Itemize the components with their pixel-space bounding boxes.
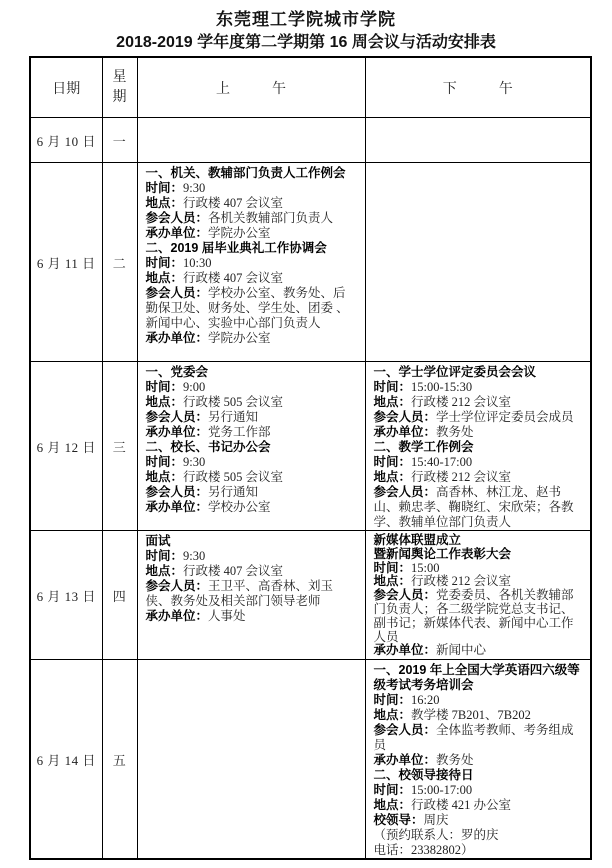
field-label: 校领导： <box>373 813 424 827</box>
field-label: 参会人员： <box>145 286 209 300</box>
field-value: 15:40-17:00 <box>411 455 473 469</box>
field-value: 行政楼 505 会议室 <box>183 395 284 409</box>
event-detail <box>374 783 584 798</box>
morning-cell <box>137 660 365 860</box>
title-block <box>0 0 612 54</box>
event-detail <box>146 286 358 331</box>
field-label: 承办单位： <box>373 643 437 658</box>
table-row <box>30 660 591 860</box>
field-label: 地点： <box>373 574 412 589</box>
field-value: 学院办公室 <box>208 226 271 240</box>
event-title <box>146 241 358 256</box>
field-label: 承办单位： <box>145 609 209 623</box>
field-label: 参会人员： <box>373 588 437 603</box>
table-row <box>30 362 591 531</box>
event-detail <box>146 455 358 470</box>
field-label: 参会人员： <box>373 410 437 424</box>
event-detail <box>374 828 584 843</box>
event-detail <box>374 723 584 753</box>
header-weekday: 星期 <box>102 57 137 118</box>
field-label: 地点： <box>145 196 184 210</box>
field-label: 时间： <box>373 380 412 394</box>
field-label: 地点： <box>373 708 412 722</box>
field-label: 时间： <box>145 380 184 394</box>
event-detail <box>374 798 584 813</box>
event-detail <box>374 470 584 485</box>
event-detail <box>146 500 358 515</box>
field-value: 行政楼 421 办公室 <box>411 798 512 812</box>
field-label: 地点： <box>145 470 184 484</box>
field-label: 承办单位： <box>145 331 209 345</box>
field-value: 党委委员、各机关教辅部门负责人；各二级学院党总支书记、副书记；新媒体代表、新闻中心工作人员 <box>373 588 574 644</box>
field-value: 15:00-15:30 <box>411 380 473 394</box>
field-label: 面试 <box>145 534 171 548</box>
field-label: 一、党委会 <box>145 365 209 379</box>
date-cell: 6 月 11 日 <box>30 163 102 362</box>
weekday-cell: 五 <box>102 660 137 860</box>
table-row <box>30 163 591 362</box>
field-value: 教学楼 7B201、7B202 <box>411 708 531 722</box>
field-value: 10:30 <box>183 256 212 270</box>
weekday-cell: 三 <box>102 362 137 531</box>
field-label: 参会人员： <box>145 211 209 225</box>
field-label: 地点： <box>373 798 412 812</box>
field-label: 二、教学工作例会 <box>373 440 474 454</box>
field-value: 行政楼 407 会议室 <box>183 196 284 210</box>
field-value: 人事处 <box>208 609 246 623</box>
field-label: 时间： <box>373 783 412 797</box>
field-value: 周庆 <box>423 813 449 827</box>
morning-cell <box>137 163 365 362</box>
field-value: 15:00 <box>411 560 440 575</box>
page-title: 东莞理工学院城市学院 <box>216 10 396 29</box>
event-detail <box>374 693 584 708</box>
field-label: 二、校领导接待日 <box>373 768 474 782</box>
event-title <box>374 534 584 548</box>
event-detail <box>146 226 358 241</box>
event-detail <box>146 211 358 226</box>
event-title <box>374 365 584 380</box>
event-detail <box>374 843 584 858</box>
event-title <box>146 534 358 549</box>
field-value: 高香林、林江龙、赵书山、赖忠孝、鞠晓红、宋欣荣；各教学、教辅单位部门负责人 <box>373 485 574 529</box>
event-detail <box>146 564 358 579</box>
event-detail <box>374 380 584 395</box>
field-value: 另行通知 <box>208 410 259 424</box>
field-value: 9:30 <box>183 181 206 195</box>
event-detail <box>374 455 584 470</box>
table-row <box>30 118 591 163</box>
table-row <box>30 531 591 660</box>
header-date: 日期 <box>30 57 102 118</box>
field-label: 一、机关、教辅部门负责人工作例会 <box>145 166 346 180</box>
field-label: 承办单位： <box>373 425 437 439</box>
date-cell: 6 月 12 日 <box>30 362 102 531</box>
field-value: 学校办公室 <box>208 500 271 514</box>
schedule-body <box>30 118 591 860</box>
event-title <box>374 440 584 455</box>
event-detail <box>374 485 584 530</box>
event-detail <box>146 425 358 440</box>
field-value: 行政楼 407 会议室 <box>183 564 284 578</box>
field-value: 党务工作部 <box>208 425 271 439</box>
field-value: 行政楼 212 会议室 <box>411 574 512 589</box>
weekday-cell: 一 <box>102 118 137 163</box>
schedule-table <box>29 56 592 860</box>
field-value: 15:00-17:00 <box>411 783 473 797</box>
event-detail <box>374 425 584 440</box>
page-subtitle: 2018-2019 学年度第二学期第 16 周会议与活动安排表 <box>116 34 496 51</box>
event-detail <box>146 380 358 395</box>
event-detail <box>374 410 584 425</box>
morning-cell <box>137 362 365 531</box>
event-detail <box>146 410 358 425</box>
field-label: 时间： <box>373 455 412 469</box>
event-detail <box>146 470 358 485</box>
field-value: 9:00 <box>183 380 206 394</box>
field-value: 行政楼 505 会议室 <box>183 470 284 484</box>
event-title <box>146 365 358 380</box>
field-value: 各机关教辅部门负责人 <box>208 211 334 225</box>
header-row <box>30 57 591 118</box>
header-afternoon: 下 午 <box>365 57 591 118</box>
event-title <box>374 768 584 783</box>
field-label: 地点： <box>373 470 412 484</box>
field-label: 参会人员： <box>373 485 437 499</box>
field-value: 王卫平、高香林、刘玉侠、教务处及相关部门领导老师 <box>145 579 334 608</box>
field-label: 时间： <box>145 181 184 195</box>
afternoon-cell <box>365 531 591 660</box>
field-value: 全体监考教师、考务组成员 <box>373 723 574 752</box>
event-detail <box>374 644 584 658</box>
field-label: 时间： <box>145 549 184 563</box>
morning-cell <box>137 118 365 163</box>
field-value: 新闻中心 <box>436 643 487 658</box>
date-cell: 6 月 13 日 <box>30 531 102 660</box>
date-cell: 6 月 14 日 <box>30 660 102 860</box>
field-value: 9:30 <box>183 455 206 469</box>
field-label: 地点： <box>145 271 184 285</box>
field-label: 参会人员： <box>145 410 209 424</box>
event-detail <box>146 395 358 410</box>
field-label: 参会人员： <box>145 579 209 593</box>
field-value: 学校办公室、教务处、后勤保卫处、财务处、学生处、团委 、新闻中心、实验中心部门负责人 <box>145 286 349 330</box>
field-label: 地点： <box>145 395 184 409</box>
field-value: 学院办公室 <box>208 331 271 345</box>
field-label: 二、2019 届毕业典礼工作协调会 <box>145 241 327 255</box>
field-label: 二、校长、书记办公会 <box>145 440 271 454</box>
field-label: 参会人员： <box>145 485 209 499</box>
afternoon-cell <box>365 118 591 163</box>
weekday-cell: 二 <box>102 163 137 362</box>
date-cell: 6 月 10 日 <box>30 118 102 163</box>
field-label: 承办单位： <box>145 500 209 514</box>
event-detail <box>146 271 358 286</box>
field-label: 承办单位： <box>145 226 209 240</box>
event-detail <box>146 196 358 211</box>
field-value: 16:20 <box>411 693 440 707</box>
field-label: 时间： <box>145 455 184 469</box>
event-detail <box>374 753 584 768</box>
event-detail <box>374 395 584 410</box>
field-value: 学士学位评定委员会成员 <box>436 410 574 424</box>
afternoon-cell <box>365 163 591 362</box>
field-label: 地点： <box>145 564 184 578</box>
field-label: 承办单位： <box>145 425 209 439</box>
event-detail <box>146 331 358 346</box>
event-detail <box>146 485 358 500</box>
event-detail <box>146 181 358 196</box>
event-detail <box>146 549 358 564</box>
event-detail <box>146 609 358 624</box>
field-value: （预约联系人：罗的庆 <box>373 828 499 842</box>
field-value: 行政楼 407 会议室 <box>183 271 284 285</box>
field-value: 教务处 <box>436 425 474 439</box>
field-value: 行政楼 212 会议室 <box>411 395 512 409</box>
event-title <box>146 166 358 181</box>
field-label: 时间： <box>145 256 184 270</box>
field-value: 电话：23382802） <box>373 843 474 857</box>
morning-cell <box>137 531 365 660</box>
event-title <box>374 548 584 562</box>
event-detail <box>146 256 358 271</box>
field-label: 承办单位： <box>373 753 437 767</box>
event-title <box>374 663 584 693</box>
field-value: 9:30 <box>183 549 206 563</box>
afternoon-cell <box>365 362 591 531</box>
header-morning: 上 午 <box>137 57 365 118</box>
field-label: 新媒体联盟成立 <box>373 533 462 547</box>
field-label: 时间： <box>373 693 412 707</box>
field-value: 另行通知 <box>208 485 259 499</box>
field-label: 暨新闻舆论工作表彰大会 <box>373 546 512 561</box>
event-title <box>146 440 358 455</box>
event-detail <box>374 589 584 644</box>
field-label: 参会人员： <box>373 723 437 737</box>
field-label: 时间： <box>373 560 412 575</box>
event-detail <box>374 708 584 723</box>
field-label: 地点： <box>373 395 412 409</box>
event-detail <box>146 579 358 609</box>
field-label: 一、学士学位评定委员会会议 <box>373 365 537 379</box>
weekday-cell: 四 <box>102 531 137 660</box>
afternoon-cell <box>365 660 591 860</box>
field-value: 行政楼 212 会议室 <box>411 470 512 484</box>
field-value: 教务处 <box>436 753 474 767</box>
field-label: 一、2019 年上全国大学英语四六级等级考试考务培训会 <box>373 663 580 692</box>
event-detail <box>374 813 584 828</box>
